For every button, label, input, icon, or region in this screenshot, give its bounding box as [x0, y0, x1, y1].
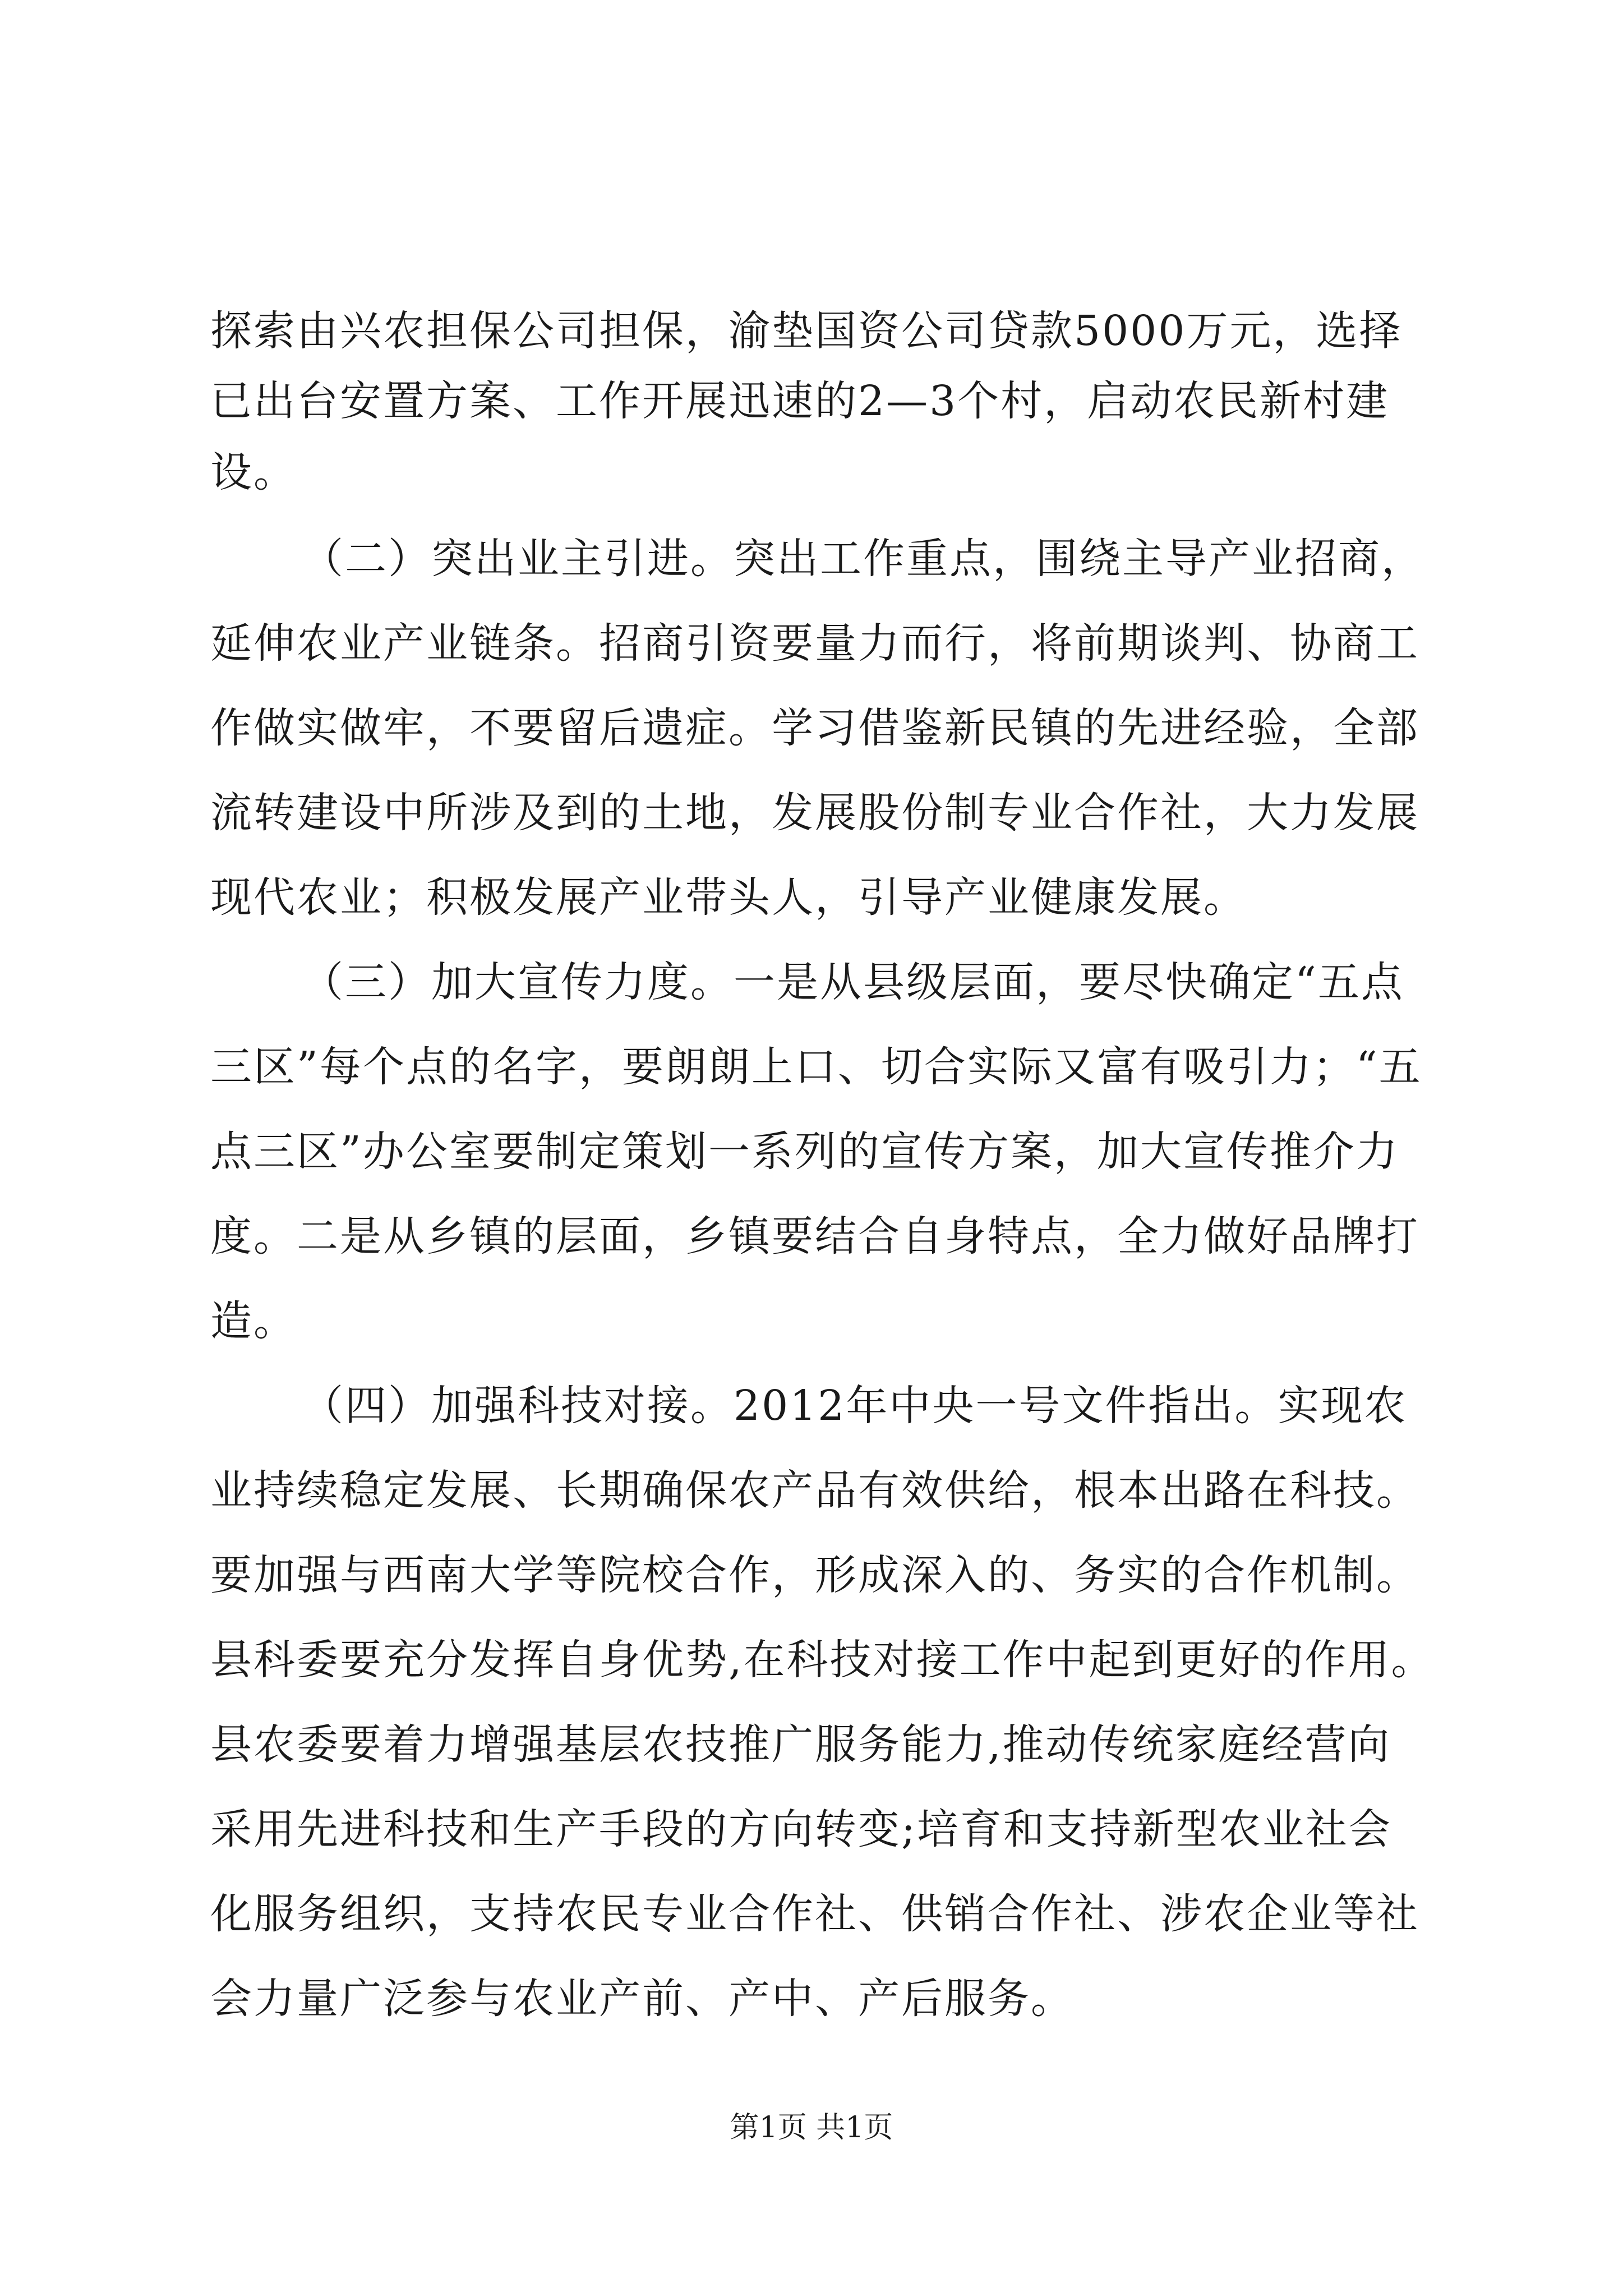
body-text-line: 会力量广泛参与农业产前、产中、产后服务。 [210, 1975, 1074, 2023]
paragraph-heading-line: （二）突出业主引进。突出工作重点，围绕主导产业招商， [302, 535, 1424, 583]
body-text-line: 县科委要充分发挥自身优势,在科技对接工作中起到更好的作用。 [210, 1636, 1435, 1684]
body-text-line: 现代农业；积极发展产业带头人，引导产业健康发展。 [210, 873, 1247, 922]
body-text-line: 延伸农业产业链条。招商引资要量力而行，将前期谈判、协商工 [210, 619, 1419, 668]
body-text-line: 已出台安置方案、工作开展迅速的2—3个村，启动农民新村建 [210, 377, 1390, 425]
body-text-line: 设。 [210, 448, 297, 496]
paragraph-heading-line: （四）加强科技对接。2012年中央一号文件指出。实现农 [302, 1382, 1408, 1430]
body-text-line: 县农委要着力增强基层农技推广服务能力,推动传统家庭经营向 [210, 1720, 1391, 1769]
page-number-footer: 第1页 共1页 [730, 2111, 893, 2145]
body-text-line: 业持续稳定发展、长期确保农产品有效供给，根本出路在科技。 [210, 1466, 1419, 1515]
body-text-line: 探索由兴农担保公司担保，渝垫国资公司贷款5000万元，选择 [210, 307, 1403, 355]
body-text-line: 造。 [210, 1297, 297, 1345]
body-text-line: 化服务组织，支持农民专业合作社、供销合作社、涉农企业等社 [210, 1890, 1419, 1938]
body-text-line: 作做实做牢，不要留后遗症。学习借鉴新民镇的先进经验，全部 [210, 704, 1419, 752]
body-text-line: 流转建设中所涉及到的土地，发展股份制专业合作社，大力发展 [210, 789, 1419, 837]
body-text-line: 要加强与西南大学等院校合作，形成深入的、务实的合作机制。 [210, 1551, 1419, 1599]
paragraph-heading-line: （三）加大宣传力度。一是从县级层面，要尽快确定“五点 [302, 958, 1404, 1006]
body-text-line: 三区”每个点的名字，要朗朗上口、切合实际又富有吸引力；“五 [210, 1043, 1422, 1091]
body-text-line: 采用先进科技和生产手段的方向转变;培育和支持新型农业社会 [210, 1805, 1392, 1853]
body-text-line: 点三区”办公室要制定策划一系列的宣传方案，加大宣传推介力 [210, 1128, 1399, 1176]
body-text-line: 度。二是从乡镇的层面，乡镇要结合自身特点，全力做好品牌打 [210, 1212, 1419, 1260]
